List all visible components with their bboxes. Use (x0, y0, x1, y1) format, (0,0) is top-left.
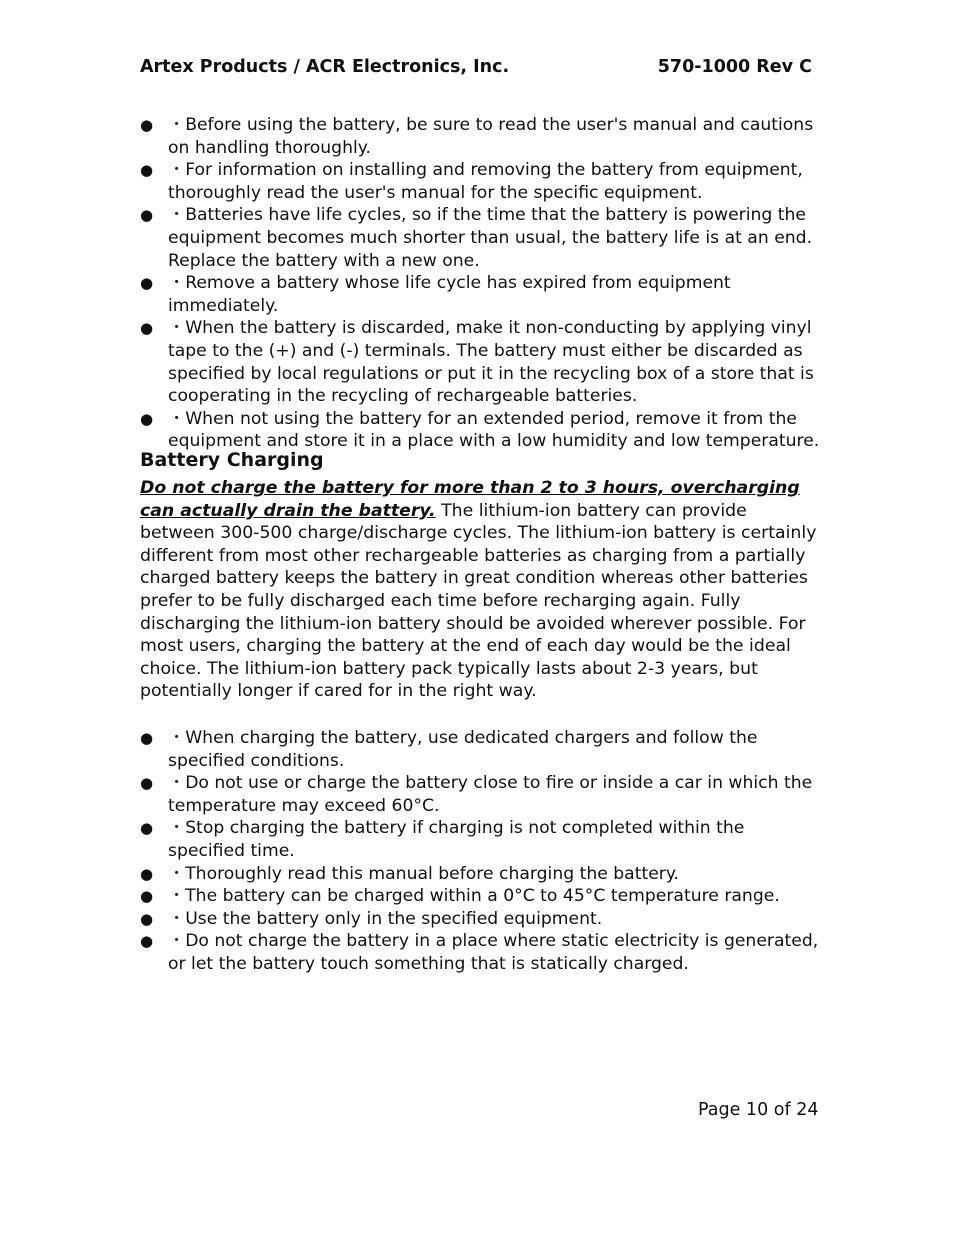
header-doc-id: 570-1000 Rev C (657, 57, 812, 77)
list-item-text: ・When not using the battery for an extended period, remove it from the equipment and store it in a place with a low humidity and low temperature. (168, 408, 820, 452)
battery-charging-list (140, 727, 820, 976)
charging-warning: Do not charge the battery for more than 2 to 3 hours, overcharging can actually drain the battery. (140, 478, 800, 521)
bullet-icon: ● (140, 729, 154, 747)
list-item-text: ・Stop charging the battery if charging is not completed within the specified time. (168, 818, 745, 861)
bullet-icon: ● (140, 274, 154, 293)
list-item-text: ・Before using the battery, be sure to read the user's manual and cautions on handling thoroughly. (168, 115, 814, 158)
list-item-text: ・Thoroughly read this manual before charging the battery. (168, 863, 680, 884)
list-item-text: ・Do not use or charge the battery close to fire or inside a car in which the temperature may exceed 60°C. (168, 773, 813, 816)
charging-body: The lithium-ion battery can provide between 300-500 charge/discharge cycles. The lithium-ion battery is certainly different from most other rechargeable batteries as charging from a partially charged battery keeps the battery in great condition whereas other batteries prefer to be fully discharged each time before recharging again. Fully discharging the lithium-ion battery should be avoided wherever possible. For most users, charging the battery at the end of each day would be the ideal choice. The lithium-ion battery pack typically lasts about 2-3 years, but potentially longer if cared for in the right way. (140, 500, 817, 702)
list-item-text: ・When charging the battery, use dedicated chargers and follow the specified conditions. (168, 728, 758, 771)
list-item (140, 204, 820, 272)
bullet-icon: ● (140, 909, 154, 928)
bullet-icon: ● (140, 774, 154, 793)
list-item (140, 408, 820, 453)
list-item-text: ・Remove a battery whose life cycle has expired from equipment immediately. (168, 273, 731, 316)
bullet-icon: ● (140, 116, 154, 134)
list-item (140, 930, 820, 975)
bullet-icon: ● (140, 161, 154, 180)
list-item (140, 159, 820, 204)
charging-paragraph (140, 477, 818, 703)
bullet-icon: ● (140, 409, 154, 428)
bullet-icon: ● (140, 864, 154, 883)
list-item (140, 772, 820, 817)
bullet-icon: ● (140, 932, 154, 951)
bullet-icon: ● (140, 319, 154, 338)
list-item (140, 908, 820, 931)
list-item (140, 727, 820, 772)
page-number: Page 10 of 24 (698, 1100, 819, 1120)
list-item-text: ・Do not charge the battery in a place where static electricity is generated, or let the battery touch something that is statically charged. (168, 931, 819, 974)
list-item-text: ・Batteries have life cycles, so if the time that the battery is powering the equipment becomes much shorter than usual, the battery life is at an end. Replace the battery with a new one. (168, 205, 813, 271)
list-item-text: ・The battery can be charged within a 0°C to 45°C temperature range. (168, 886, 780, 907)
list-item (140, 272, 820, 317)
list-item (140, 317, 820, 407)
list-item (140, 114, 820, 159)
bullet-icon: ● (140, 819, 154, 838)
list-item-text: ・When the battery is discarded, make it non-conducting by applying vinyl tape to the (+) and (-) terminals. The battery must either be discarded as specified by local regulations or put it in the recycling box of a store that is cooperating in the recycling of rechargeable batteries. (168, 318, 814, 407)
list-item (140, 817, 820, 862)
battery-handling-list (140, 114, 820, 453)
section-title: Battery Charging (140, 449, 324, 471)
bullet-icon: ● (140, 206, 154, 225)
list-item-text: ・For information on installing and removing the battery from equipment, thoroughly read the user's manual for the specific equipment. (168, 160, 803, 203)
page-header (140, 57, 812, 77)
header-company: Artex Products / ACR Electronics, Inc. (140, 57, 510, 77)
list-item-text: ・Use the battery only in the specified equipment. (168, 908, 603, 929)
list-item (140, 885, 820, 908)
bullet-icon: ● (140, 887, 154, 906)
list-item (140, 863, 820, 886)
